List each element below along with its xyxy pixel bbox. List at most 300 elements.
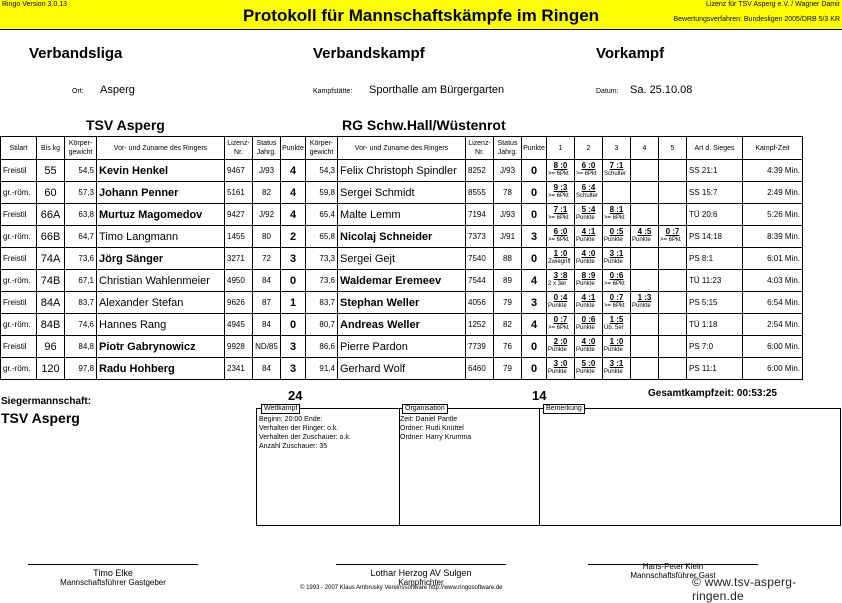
round-cell xyxy=(547,314,575,336)
round-cell xyxy=(603,314,631,336)
away-wrestler-name: Sergei Schmidt xyxy=(338,182,466,204)
round-note: >= 6Pkt xyxy=(548,237,569,243)
round-score: 1 :0 xyxy=(553,249,568,258)
home-points-cell: 1 xyxy=(281,292,306,314)
version-text: Ringo Version 3.0.13 xyxy=(2,1,67,8)
away-weight-cell: 59,8 xyxy=(306,182,338,204)
round-note: Punkte xyxy=(576,303,595,309)
round-cell xyxy=(659,358,687,380)
home-points-cell: 4 xyxy=(281,204,306,226)
home-wrestler-name: Johann Penner xyxy=(97,182,225,204)
round-cell xyxy=(631,248,659,270)
round-note: Punkte xyxy=(576,369,595,375)
round-note: 2 x 3er xyxy=(548,281,567,287)
away-weight-cell: 73,6 xyxy=(306,270,338,292)
round-cell xyxy=(575,226,603,248)
victory-type-cell: TÜ 11:23 xyxy=(687,270,743,292)
weight-class-cell: 66B xyxy=(37,226,65,248)
victory-type-cell: TÜ 20:6 xyxy=(687,204,743,226)
round-cell xyxy=(575,160,603,182)
round-cell xyxy=(575,336,603,358)
signature-role: Mannschaftsführer Gast xyxy=(630,571,716,580)
signature-name: Hans-Peter Klein xyxy=(642,562,704,571)
date-label: Datum: xyxy=(596,88,619,95)
round-cell xyxy=(631,226,659,248)
away-license-cell: 4056 xyxy=(466,292,494,314)
col-art: Art d. Sieges xyxy=(687,137,743,160)
home-status-cell: 87 xyxy=(253,292,281,314)
away-points-cell: 4 xyxy=(522,270,547,292)
round-score: 1 :5 xyxy=(609,315,624,324)
away-status-cell: 78 xyxy=(494,182,522,204)
signature-role: Kampfrichter xyxy=(398,578,444,587)
watermark-text[interactable]: © www.tsv-asperg-ringen.de xyxy=(692,575,797,603)
round-note: Schulter xyxy=(576,193,599,199)
round-note: >= 6Pkt xyxy=(548,215,569,221)
round-note: Punkte xyxy=(604,369,623,375)
col-round-2: 2 xyxy=(575,137,603,160)
home-weight-cell: 84,8 xyxy=(65,336,97,358)
round-cell xyxy=(547,270,575,292)
round-cell xyxy=(575,182,603,204)
wettkampf-line: Verhalten der Zuschauer: o.k. xyxy=(259,434,351,441)
home-points-cell: 2 xyxy=(281,226,306,248)
away-license-cell: 7540 xyxy=(466,248,494,270)
table-row xyxy=(1,292,803,314)
wettkampf-line: Anzahl Zuschauer: 35 xyxy=(259,443,328,450)
table-row xyxy=(1,358,803,380)
home-points-cell: 4 xyxy=(281,160,306,182)
away-license-cell: 8555 xyxy=(466,182,494,204)
victory-type-cell: TÜ 1:18 xyxy=(687,314,743,336)
round-score: 4 :0 xyxy=(581,337,596,346)
away-wrestler-name: Sergei Gejt xyxy=(338,248,466,270)
round-cell xyxy=(659,226,687,248)
home-wrestler-name: Christian Wahlenmeier xyxy=(97,270,225,292)
away-team: RG Schw.Hall/Wüstenrot xyxy=(342,117,506,133)
style-cell: Freistil xyxy=(1,248,37,270)
away-points-cell: 0 xyxy=(522,358,547,380)
round-note: Punkte xyxy=(632,237,651,243)
home-wrestler-name: Hannes Rang xyxy=(97,314,225,336)
weight-class-cell: 74B xyxy=(37,270,65,292)
weight-class-cell: 55 xyxy=(37,160,65,182)
round-score: 7 :1 xyxy=(609,161,624,170)
table-header xyxy=(1,137,803,160)
away-status-cell: 82 xyxy=(494,314,522,336)
copyright-text: © 1993 - 2007 Klaus Ambrusky Vereinssoftware http://www.ringosoftware.de xyxy=(300,585,503,591)
round-cell xyxy=(659,270,687,292)
victory-type-cell: PS 8:1 xyxy=(687,248,743,270)
title-bar xyxy=(0,0,842,30)
round-score: 6 :0 xyxy=(581,161,596,170)
home-weight-cell: 73,6 xyxy=(65,248,97,270)
round-score: 0 :7 xyxy=(553,315,568,324)
round-score: 4 :0 xyxy=(581,249,596,258)
round-cell xyxy=(659,248,687,270)
home-license-cell: 1455 xyxy=(225,226,253,248)
away-status-cell: J/93 xyxy=(494,204,522,226)
col-name-away: Vor- und Zuname des Ringers xyxy=(338,137,466,160)
style-cell: gr.-röm. xyxy=(1,182,37,204)
round-cell xyxy=(631,314,659,336)
home-status-cell: 84 xyxy=(253,314,281,336)
home-wrestler-name: Radu Hohberg xyxy=(97,358,225,380)
away-weight-cell: 86,6 xyxy=(306,336,338,358)
table-row xyxy=(1,182,803,204)
round-cell xyxy=(659,182,687,204)
organisation-line: Ordner: Harry Krumma xyxy=(400,434,472,441)
round-cell xyxy=(659,336,687,358)
style-cell: Freistil xyxy=(1,336,37,358)
home-license-cell: 9626 xyxy=(225,292,253,314)
home-license-cell: 9467 xyxy=(225,160,253,182)
home-status-cell: J/93 xyxy=(253,160,281,182)
away-points-cell: 0 xyxy=(522,160,547,182)
home-weight-cell: 64,7 xyxy=(65,226,97,248)
away-status-cell: 76 xyxy=(494,336,522,358)
home-weight-cell: 97,8 xyxy=(65,358,97,380)
style-cell: gr.-röm. xyxy=(1,226,37,248)
round-cell xyxy=(575,204,603,226)
home-wrestler-name: Timo Langmann xyxy=(97,226,225,248)
style-cell: Freistil xyxy=(1,204,37,226)
round-score: 8 :0 xyxy=(553,161,568,170)
home-weight-cell: 67,1 xyxy=(65,270,97,292)
style-cell: gr.-röm. xyxy=(1,314,37,336)
round-score: 0 :4 xyxy=(553,293,568,302)
total-bout-time: Gesamtkampfzeit: 00:53:25 xyxy=(648,388,777,399)
round-score: 9 :3 xyxy=(553,183,568,192)
round-note: Punkte xyxy=(576,281,595,287)
col-pkt-away: Punkte xyxy=(522,137,547,160)
victory-type-cell: PS 11:1 xyxy=(687,358,743,380)
winner-team: TSV Asperg xyxy=(1,410,80,426)
home-points-cell: 3 xyxy=(281,248,306,270)
away-weight-cell: 80,7 xyxy=(306,314,338,336)
bout-time-cell: 6:54 Min. xyxy=(743,292,803,314)
page-title: Protokoll für Mannschaftskämpfe im Ringen xyxy=(242,6,600,25)
away-total: 14 xyxy=(532,388,547,403)
away-points-cell: 3 xyxy=(522,226,547,248)
col-stil: Stilart xyxy=(1,137,37,160)
round-cell xyxy=(631,182,659,204)
victory-type-cell: SS 15:7 xyxy=(687,182,743,204)
away-status-cell: J/93 xyxy=(494,160,522,182)
round-note: Üb. 5er xyxy=(604,325,624,331)
round-score: 1 :0 xyxy=(609,337,624,346)
away-points-cell: 0 xyxy=(522,336,547,358)
round-score: 3 :0 xyxy=(553,359,568,368)
round-score: 6 :0 xyxy=(553,227,568,236)
home-weight-cell: 74,6 xyxy=(65,314,97,336)
round-cell xyxy=(631,292,659,314)
away-license-cell: 7373 xyxy=(466,226,494,248)
away-points-cell: 3 xyxy=(522,292,547,314)
round-cell xyxy=(659,160,687,182)
organisation-label: Organisation xyxy=(402,404,448,414)
organisation-line: Ordner: Rudi Knüttel xyxy=(400,425,464,432)
away-weight-cell: 91,4 xyxy=(306,358,338,380)
away-points-cell: 4 xyxy=(522,314,547,336)
col-round-1: 1 xyxy=(547,137,575,160)
home-status-cell: 80 xyxy=(253,226,281,248)
organisation-box xyxy=(398,405,540,526)
round-cell xyxy=(631,270,659,292)
round-cell xyxy=(547,292,575,314)
round-note: Punkte xyxy=(632,303,651,309)
wettkampf-line: Verhalten der Ringer: o.k. xyxy=(259,425,339,432)
home-license-cell: 4945 xyxy=(225,314,253,336)
signature-role: Mannschaftsführer Gastgeber xyxy=(60,578,166,587)
table-row xyxy=(1,160,803,182)
away-wrestler-name: Stephan Weller xyxy=(338,292,466,314)
ort-value: Asperg xyxy=(100,84,135,96)
round-note: >= 6Pkt xyxy=(548,325,569,331)
col-name-home: Vor- und Zuname des Ringers xyxy=(97,137,225,160)
round-note: Schulter xyxy=(604,171,627,177)
away-wrestler-name: Malte Lemm xyxy=(338,204,466,226)
round-score: 5 :4 xyxy=(581,205,596,214)
wettkampf-box xyxy=(256,405,400,526)
home-points-cell: 3 xyxy=(281,358,306,380)
venue-value: Sporthalle am Bürgergarten xyxy=(369,84,505,96)
bout-time-cell: 5:26 Min. xyxy=(743,204,803,226)
home-license-cell: 9427 xyxy=(225,204,253,226)
round-note: >= 6Pkt xyxy=(604,215,625,221)
home-wrestler-name: Piotr Gabrynowicz xyxy=(97,336,225,358)
round-cell xyxy=(631,336,659,358)
round-cell xyxy=(603,182,631,204)
away-wrestler-name: Nicolaj Schneider xyxy=(338,226,466,248)
away-wrestler-name: Andreas Weller xyxy=(338,314,466,336)
bout-time-cell: 2:49 Min. xyxy=(743,182,803,204)
away-license-cell: 7194 xyxy=(466,204,494,226)
home-license-cell: 2341 xyxy=(225,358,253,380)
round-cell xyxy=(547,248,575,270)
away-weight-cell: 65,4 xyxy=(306,204,338,226)
col-round-3: 3 xyxy=(603,137,631,160)
victory-type-cell: SS 21:1 xyxy=(687,160,743,182)
table-row xyxy=(1,270,803,292)
league-label: Verbandsliga xyxy=(29,45,123,62)
col-round-5: 5 xyxy=(659,137,687,160)
style-cell: gr.-röm. xyxy=(1,358,37,380)
away-wrestler-name: Waldemar Eremeev xyxy=(338,270,466,292)
round-cell xyxy=(575,292,603,314)
home-wrestler-name: Kevin Henkel xyxy=(97,160,225,182)
round-cell xyxy=(547,160,575,182)
away-weight-cell: 54,3 xyxy=(306,160,338,182)
round-score: 4 :1 xyxy=(581,293,596,302)
signature-referee xyxy=(336,564,506,587)
round-cell xyxy=(547,204,575,226)
round-note: Punkte xyxy=(548,347,567,353)
weight-class-cell: 74A xyxy=(37,248,65,270)
weight-class-cell: 84A xyxy=(37,292,65,314)
bemerkung-box xyxy=(539,405,841,526)
col-kg-away: Körper-gewicht xyxy=(306,137,338,160)
weight-class-cell: 84B xyxy=(37,314,65,336)
round-note: >= 6Pkt xyxy=(604,281,625,287)
away-points-cell: 0 xyxy=(522,182,547,204)
away-status-cell: 89 xyxy=(494,270,522,292)
away-points-cell: 0 xyxy=(522,248,547,270)
home-status-cell: 82 xyxy=(253,182,281,204)
round-score: 4 :1 xyxy=(581,227,596,236)
round-score: 0 :7 xyxy=(609,293,624,302)
home-weight-cell: 83,7 xyxy=(65,292,97,314)
round-note: >= 6Pkt xyxy=(576,171,597,177)
weight-class-cell: 96 xyxy=(37,336,65,358)
round-cell xyxy=(575,358,603,380)
away-weight-cell: 83,7 xyxy=(306,292,338,314)
round-score: 7 :1 xyxy=(553,205,568,214)
round-cell xyxy=(631,204,659,226)
venue-label: Kampfstätte: xyxy=(313,88,353,95)
signature-name: Lothar Herzog AV Sulgen xyxy=(370,568,472,578)
round-score: 6 :4 xyxy=(581,183,596,192)
round-score: 0 :6 xyxy=(609,271,624,280)
bout-time-cell: 6:01 Min. xyxy=(743,248,803,270)
round-cell xyxy=(603,160,631,182)
signature-home xyxy=(28,564,198,587)
round-score: 1 :3 xyxy=(637,293,652,302)
col-bis: Bis kg xyxy=(37,137,65,160)
away-license-cell: 7739 xyxy=(466,336,494,358)
round-score: 0 :7 xyxy=(665,227,680,236)
bemerkung-label: Bemerkung xyxy=(543,404,585,414)
home-license-cell: 4950 xyxy=(225,270,253,292)
round-note: Punkte xyxy=(576,325,595,331)
col-zeit: Kampf-Zeit xyxy=(743,137,803,160)
home-status-cell: 84 xyxy=(253,270,281,292)
table-row xyxy=(1,248,803,270)
away-status-cell: 79 xyxy=(494,358,522,380)
round-note: Zwiegriff xyxy=(548,259,571,265)
round-note: Punkte xyxy=(604,347,623,353)
round-note: Punkte xyxy=(548,303,567,309)
round-note: Punkte xyxy=(576,259,595,265)
away-wrestler-name: Felix Christoph Spindler xyxy=(338,160,466,182)
round-cell xyxy=(575,248,603,270)
wettkampf-label: Wettkampf xyxy=(261,404,300,414)
col-status-away: Status Jahrg. xyxy=(494,137,522,160)
round-note: Punkte xyxy=(548,369,567,375)
away-weight-cell: 65,8 xyxy=(306,226,338,248)
style-cell: Freistil xyxy=(1,160,37,182)
victory-type-cell: PS 7:0 xyxy=(687,336,743,358)
col-liz-home: Lizenz-Nr. xyxy=(225,137,253,160)
round-note: >= 6Pkt xyxy=(548,171,569,177)
home-wrestler-name: Murtuz Magomedov xyxy=(97,204,225,226)
home-status-cell: 84 xyxy=(253,358,281,380)
bout-time-cell: 4:03 Min. xyxy=(743,270,803,292)
home-weight-cell: 54,5 xyxy=(65,160,97,182)
round-cell xyxy=(631,358,659,380)
round-score: 5 :0 xyxy=(581,359,596,368)
winner-label: Siegermannschaft: xyxy=(1,396,92,407)
round-note: Punkte xyxy=(604,237,623,243)
round-score: 0 :6 xyxy=(581,315,596,324)
col-pkt-home: Punkte xyxy=(281,137,306,160)
home-status-cell: 72 xyxy=(253,248,281,270)
round-note: Punkte xyxy=(576,347,595,353)
home-points-cell: 0 xyxy=(281,314,306,336)
victory-type-cell: PS 14:18 xyxy=(687,226,743,248)
bout-time-cell: 6:00 Min. xyxy=(743,336,803,358)
round-note: Punkte xyxy=(576,215,595,221)
round-note: >= 6Pkt xyxy=(604,303,625,309)
home-team: TSV Asperg xyxy=(86,117,165,133)
license-text: Lizenz für TSV Asperg e.V. / Wagner Damir xyxy=(706,1,840,8)
round-note: Punkte xyxy=(576,237,595,243)
away-license-cell: 8252 xyxy=(466,160,494,182)
table-row xyxy=(1,314,803,336)
home-license-cell: 3271 xyxy=(225,248,253,270)
round-cell xyxy=(603,226,631,248)
weight-class-cell: 120 xyxy=(37,358,65,380)
round-cell xyxy=(575,270,603,292)
home-wrestler-name: Jörg Sänger xyxy=(97,248,225,270)
kind-label: Verbandskampf xyxy=(313,45,425,62)
bout-time-cell: 4:39 Min. xyxy=(743,160,803,182)
round-score: 0 :5 xyxy=(609,227,624,236)
round-cell xyxy=(603,336,631,358)
col-round-4: 4 xyxy=(631,137,659,160)
home-weight-cell: 57,3 xyxy=(65,182,97,204)
round-score: 2 :0 xyxy=(553,337,568,346)
organisation-line: Zeit: Daniel Pantle xyxy=(400,416,458,423)
round-score: 8 :1 xyxy=(609,205,624,214)
weight-class-cell: 60 xyxy=(37,182,65,204)
away-points-cell: 0 xyxy=(522,204,547,226)
round-cell xyxy=(659,204,687,226)
round-cell xyxy=(659,292,687,314)
round-cell xyxy=(547,336,575,358)
weight-class-cell: 66A xyxy=(37,204,65,226)
round-note: Punkte xyxy=(604,259,623,265)
home-points-cell: 4 xyxy=(281,182,306,204)
stage-label: Vorkampf xyxy=(596,45,665,62)
table-row xyxy=(1,204,803,226)
bout-time-cell: 2:54 Min. xyxy=(743,314,803,336)
home-license-cell: 5161 xyxy=(225,182,253,204)
away-license-cell: 6460 xyxy=(466,358,494,380)
method-text: Bewertungsverfahren: Bundesligen 2005/DRB 5/3 KR xyxy=(673,16,840,23)
home-total: 24 xyxy=(288,388,303,403)
bout-time-cell: 6:00 Min. xyxy=(743,358,803,380)
round-cell xyxy=(603,270,631,292)
away-status-cell: 79 xyxy=(494,292,522,314)
round-cell xyxy=(603,248,631,270)
bout-table xyxy=(0,136,803,380)
round-note: >= 6Pkt xyxy=(660,237,681,243)
away-license-cell: 1252 xyxy=(466,314,494,336)
col-status-home: Status Jahrg. xyxy=(253,137,281,160)
ort-label: Ort: xyxy=(72,88,84,95)
round-cell xyxy=(575,314,603,336)
away-license-cell: 7544 xyxy=(466,270,494,292)
away-weight-cell: 73,3 xyxy=(306,248,338,270)
victory-type-cell: PS 5:15 xyxy=(687,292,743,314)
away-wrestler-name: Gerhard Wolf xyxy=(338,358,466,380)
round-score: 8 :9 xyxy=(581,271,596,280)
col-kg-home: Körper-gewicht xyxy=(65,137,97,160)
wettkampf-line: Beginn: 20:00 Ende: xyxy=(259,416,323,423)
round-cell xyxy=(603,358,631,380)
bout-time-cell: 8:39 Min. xyxy=(743,226,803,248)
